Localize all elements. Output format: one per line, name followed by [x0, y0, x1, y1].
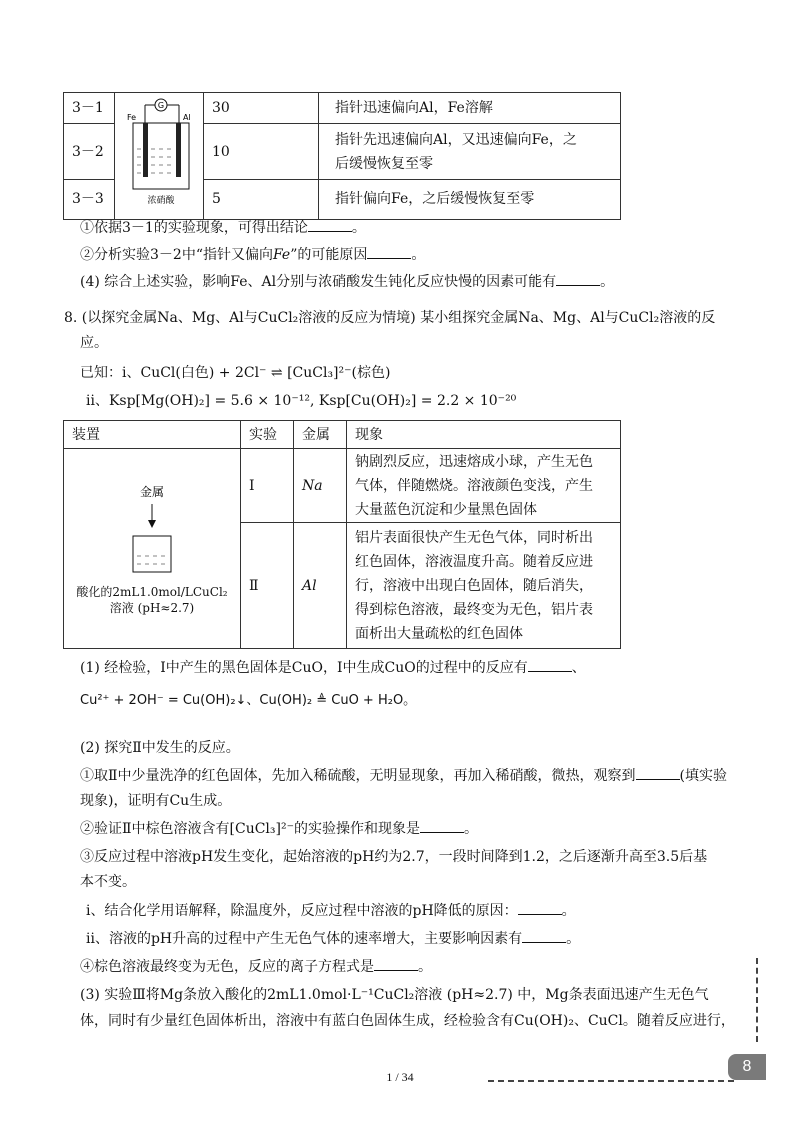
- part-2: (2) 探究Ⅱ中发生的反应。: [80, 740, 240, 756]
- row-phenomenon: 指针偏向Fe，之后缓慢恢复至零: [319, 179, 621, 219]
- solution-label-2: 溶液 (pH≈2.7): [109, 600, 195, 615]
- table-metal-experiments: [63, 420, 621, 649]
- row-phenomenon: 铝片表面很快产生无色气体，同时析出红色固体，溶液温度升高。随着反应进行，溶液中出现白色固体，随后消失，得到棕色溶液，最终变为无色，铝片表面析出大量疏松的红色固体: [347, 523, 621, 649]
- acid-label: 浓硝酸: [147, 196, 175, 206]
- question-8-intro-cont: 应。: [80, 335, 108, 351]
- galvanometer-beaker-diagram: [115, 93, 203, 211]
- row-id: 3－3: [64, 179, 115, 219]
- part-2-2: ②验证Ⅱ中棕色溶液含有[CuCl₃]²⁻的实验操作和现象是 。: [80, 818, 760, 840]
- part-1: (1) 经检验，Ⅰ中产生的黑色固体是CuO，Ⅰ中生成CuO的过程中的反应有 、: [80, 657, 760, 679]
- row-experiment: Ⅱ: [241, 523, 294, 649]
- table-electrode-experiments: [63, 92, 621, 220]
- meter-label: G: [157, 101, 165, 110]
- row-value: 30: [204, 93, 319, 124]
- page-number-tab: 8: [728, 1054, 766, 1080]
- part-3: (3) 实验Ⅲ将Mg条放入酸化的2mL1.0mol·L⁻¹CuCl₂溶液 (pH≈2.7) 中，Mg条表面迅速产生无色气: [80, 987, 709, 1003]
- row-value: 5: [204, 179, 319, 219]
- known-ii: ⅱ、Ksp[Mg(OH)₂] = 5.6 × 10⁻¹², Ksp[Cu(OH)₂] = 2.2 × 10⁻²⁰: [86, 393, 517, 409]
- part-2-3: ③反应过程中溶液pH发生变化，起始溶液的pH约为2.7，一段时间降到1.2，之后逐渐升高至3.5后基: [80, 849, 708, 865]
- solution-label-1: 酸化的2mL1.0mol/LCuCl₂: [76, 584, 228, 599]
- header-apparatus: 装置: [64, 421, 241, 449]
- page-corner-dashed-vertical: [756, 958, 758, 1042]
- fe-label: Fe: [127, 113, 137, 122]
- known-i: 已知：ⅰ、CuCl(白色) + 2Cl⁻ ⇌ [CuCl₃]²⁻(棕色): [80, 365, 391, 381]
- part-2-4: ④棕色溶液最终变为无色，反应的离子方程式是 。: [80, 956, 760, 978]
- header-metal: 金属: [294, 421, 347, 449]
- part-2-1: ①取Ⅱ中少量洗净的红色固体，先加入稀硫酸，无明显现象，再加入稀硝酸，微热，观察到 (填实验: [80, 765, 760, 787]
- part-2-1-cont: 现象)，证明有Cu生成。: [80, 793, 232, 809]
- row-id: 3－2: [64, 124, 115, 180]
- al-label: Al: [183, 113, 191, 122]
- row-value: 10: [204, 124, 319, 180]
- page-corner-dashed-horizontal: [488, 1080, 734, 1082]
- question-8-intro: 8. (以探究金属Na、Mg、Al与CuCl₂溶液的反应为情境) 某小组探究金属Na、Mg、Al与CuCl₂溶液的反: [64, 310, 716, 326]
- equation: Cu²⁺ + 2OH⁻ = Cu(OH)₂↓、Cu(OH)₂ ≜ CuO + H₂O。: [80, 693, 417, 708]
- question-4: (4) 综合上述实验，影响Fe、Al分别与浓硝酸发生钝化反应快慢的因素可能有 。: [80, 271, 760, 293]
- page-footer: 1 / 34: [386, 1070, 414, 1084]
- row-phenomenon: 指针迅速偏向Al，Fe溶解: [319, 93, 621, 124]
- row-id: 3－1: [64, 93, 115, 124]
- part-2-3-ii: ⅱ、溶液的pH升高的过程中产生无色气体的速率增大，主要影响因素有 。: [86, 928, 760, 950]
- header-phenomenon: 现象: [347, 421, 621, 449]
- row-phenomenon: 指针先迅速偏向Al，又迅速偏向Fe，之后缓慢恢复至零: [319, 124, 621, 180]
- row-metal: Na: [294, 449, 347, 523]
- row-phenomenon: 钠剧烈反应，迅速熔成小球，产生无色气体，伴随燃烧。溶液颜色变浅，产生大量蓝色沉淀和少量黑色固体: [347, 449, 621, 523]
- metal-label: 金属: [139, 484, 165, 499]
- part-3-cont: 体，同时有少量红色固体析出，溶液中有蓝白色固体生成，经检验含有Cu(OH)₂、CuCl。随着反应进行，: [80, 1013, 735, 1029]
- row-metal: Al: [294, 523, 347, 649]
- question-3-2: ②分析实验3－2中“指针又偏向Fe”的可能原因 。: [80, 244, 760, 266]
- part-2-3-cont: 本不变。: [80, 874, 136, 890]
- part-2-3-i: ⅰ、结合化学用语解释，除温度外，反应过程中溶液的pH降低的原因： 。: [86, 900, 760, 922]
- question-3-1: ①依据3－1的实验现象，可得出结论 。: [80, 217, 760, 239]
- header-experiment: 实验: [241, 421, 294, 449]
- apparatus-cell: [64, 449, 241, 649]
- beaker-diagram: [67, 482, 237, 592]
- row-experiment: Ⅰ: [241, 449, 294, 523]
- electrode-diagram-cell: [115, 93, 204, 220]
